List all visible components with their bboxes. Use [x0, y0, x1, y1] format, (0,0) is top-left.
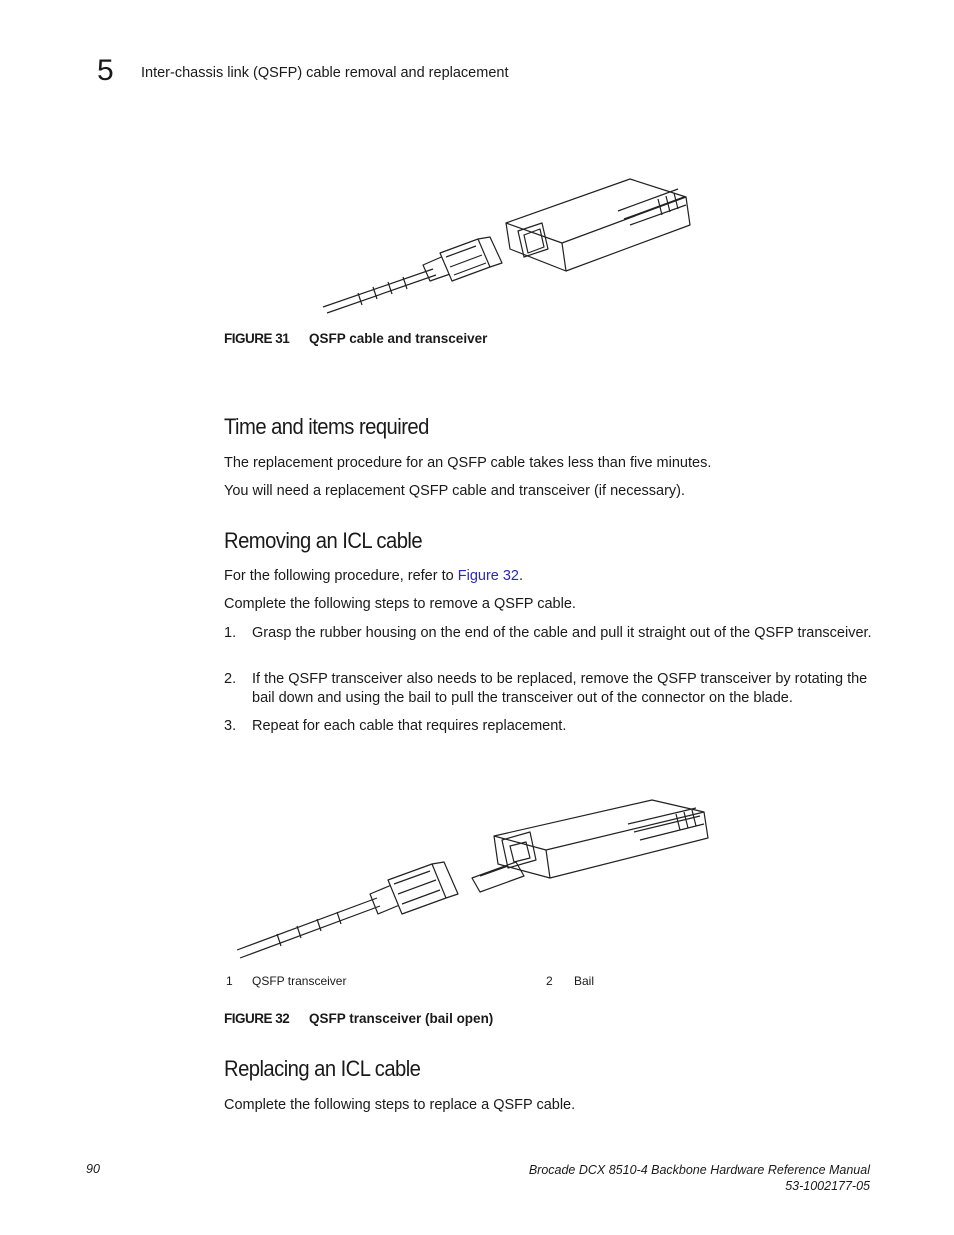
legend-text: QSFP transceiver — [252, 974, 347, 988]
chapter-number: 5 — [97, 54, 114, 87]
removing-intro: Complete the following steps to remove a QSFP cable. — [224, 596, 576, 612]
manual-title: Brocade DCX 8510-4 Backbone Hardware Reference Manual — [528, 1163, 870, 1177]
refer-suffix: . — [519, 568, 524, 584]
replacing-intro: Complete the following steps to replace a QSFP cable. — [224, 1097, 576, 1113]
figure-31-illustration — [318, 175, 698, 315]
figure-32-illustration — [232, 798, 712, 963]
time-paragraph-1: The replacement procedure for an QSFP cable takes less than five minutes. — [224, 455, 712, 471]
figure-31-title: QSFP cable and transceiver — [309, 331, 488, 346]
figure-32-title: QSFP transceiver (bail open) — [309, 1011, 494, 1026]
section-heading-removing: Removing an ICL cable — [224, 528, 423, 553]
step-text: If the QSFP transceiver also needs to be replaced, remove the QSFP transceiver by rotating the bail down and using the bail to pull the transceiver out of the connector on the blade. — [252, 671, 868, 706]
legend-text: Bail — [574, 974, 595, 988]
legend-number: 1 — [226, 974, 233, 988]
step-number: 2. — [224, 671, 237, 687]
refer-paragraph — [224, 567, 523, 586]
section-heading-replacing: Replacing an ICL cable — [224, 1056, 421, 1081]
legend-item-2 — [546, 974, 595, 988]
step-number: 3. — [224, 718, 237, 734]
step-text: Grasp the rubber housing on the end of the cable and pull it straight out of the QSFP transceiver. — [252, 625, 872, 641]
figure-32-link[interactable]: Figure 32 — [457, 568, 519, 584]
step-text: Repeat for each cable that requires replacement. — [252, 718, 567, 734]
figure-32-label: FIGURE 32 — [224, 1011, 290, 1026]
time-paragraph-2: You will need a replacement QSFP cable and transceiver (if necessary). — [224, 483, 686, 499]
legend-item-1 — [226, 974, 347, 988]
legend-number: 2 — [546, 974, 553, 988]
refer-prefix: For the following procedure, refer to — [224, 568, 458, 584]
figure-31-label: FIGURE 31 — [224, 331, 290, 346]
footer-doc-info — [529, 1162, 870, 1194]
section-heading-time: Time and items required — [224, 414, 429, 439]
figure-32-caption — [224, 1011, 494, 1026]
page-number: 90 — [86, 1162, 100, 1176]
step-number: 1. — [224, 625, 237, 641]
doc-number: 53-1002177-05 — [785, 1179, 870, 1193]
figure-31-caption — [224, 331, 488, 346]
running-header: Inter-chassis link (QSFP) cable removal and replacement — [141, 65, 509, 81]
